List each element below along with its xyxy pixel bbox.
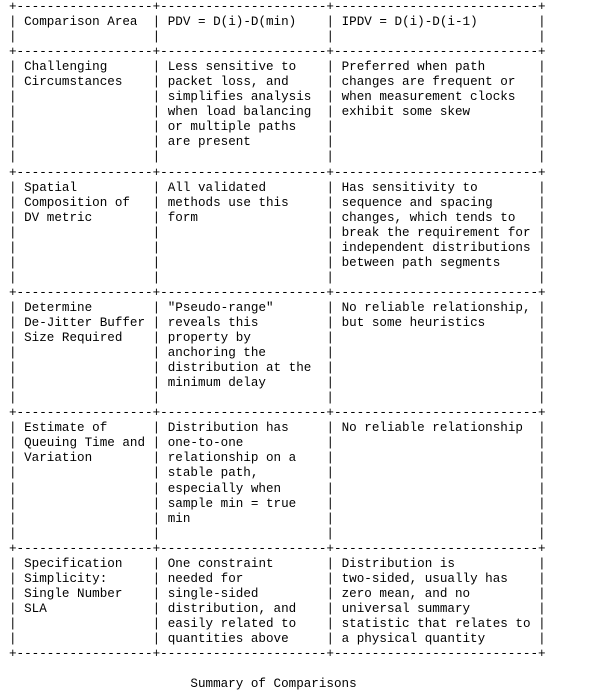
table-header-col2-line: PDV = D(i)-D(min) <box>167 15 297 30</box>
table-row-3-col2-line: distribution at the <box>167 361 312 376</box>
table-row-4-col1-line: Variation <box>24 451 93 466</box>
table-header-col3-line: IPDV = D(i)-D(i-1) <box>341 15 478 30</box>
table-row-5-col3-line: universal summary <box>341 601 471 616</box>
table-row-5-col2-line: single-sided <box>167 586 259 601</box>
table-row-5-col2-line: distribution, and <box>167 601 297 616</box>
table-row-5-col2-line: quantities above <box>167 631 289 646</box>
table-row-4-col2-line: stable path, <box>167 466 259 481</box>
table-row-2-col1-line: Spatial <box>24 180 78 195</box>
table-row-2-col2-line: methods use this <box>167 195 289 210</box>
table-row-4-col3-line: No reliable relationship <box>341 421 523 436</box>
table-caption: Summary of Comparisons <box>190 677 357 692</box>
table-row-4-col2-line: Distribution has <box>167 421 289 436</box>
table-row-1-col1-line: Circumstances <box>24 75 123 90</box>
table-header-separator: +------------------+----------------------+---------------------------+ <box>9 45 546 60</box>
table-row-5-col1-line: SLA <box>24 601 47 616</box>
table-row-1-col2-line: simplifies analysis <box>167 90 312 105</box>
table-row-2-col3-line: break the requirement for <box>341 225 531 240</box>
table-row-5-col2-line: One constraint <box>167 556 274 571</box>
table-row-1-col3-line: Preferred when path <box>341 60 486 75</box>
table-row-4-col1-line: Queuing Time and <box>24 436 146 451</box>
table-row-2-col3-line: sequence and spacing <box>341 195 493 210</box>
table-row-5-col3-line: two-sided, usually has <box>341 571 508 586</box>
table-row-3-col3-line: but some heuristics <box>341 315 486 330</box>
table-row-1-col3-line: when measurement clocks <box>341 90 516 105</box>
table-row-2-col3-line: independent distributions <box>341 240 531 255</box>
table-row-1-col2-line: Less sensitive to <box>167 60 297 75</box>
table-row-1-col2-line: when load balancing <box>167 105 312 120</box>
table-row-4-col2-line: one-to-one <box>167 436 244 451</box>
table-top-border: +------------------+----------------------+---------------------------+ <box>9 0 546 14</box>
table-row-5-col1-line: Specification <box>24 556 123 571</box>
table-header-col1-line: Comparison Area <box>24 15 138 30</box>
table-row-4-col2-line: sample min = true <box>167 496 297 511</box>
table-row-3-col3-line: No reliable relationship, <box>341 300 531 315</box>
table-row-5-col1-line: Simplicity: <box>24 571 108 586</box>
table-row-1-col3-line: changes are frequent or <box>341 75 516 90</box>
table-row-2-col3-line: changes, which tends to <box>341 210 516 225</box>
table-row-4-col1-line: Estimate of <box>24 421 108 436</box>
table-row-4-col2-line: relationship on a <box>167 451 297 466</box>
table-row-3-col2-line: minimum delay <box>167 376 266 391</box>
table-row-5-col3-line: Distribution is <box>341 556 455 571</box>
table-row-2-col2-line: form <box>167 210 198 225</box>
table-row-1-col3-line: exhibit some skew <box>341 105 471 120</box>
table-row-5-col3-line: zero mean, and no <box>341 586 471 601</box>
table-row-1-col1-line: Challenging <box>24 60 108 75</box>
table-row-4-col2-line: min <box>167 511 191 526</box>
table-row-separator: +------------------+----------------------+---------------------------+ <box>9 165 546 180</box>
table-row-2-col3-line: between path segments <box>341 255 501 270</box>
table-row-separator: +------------------+----------------------+---------------------------+ <box>9 406 546 421</box>
table-row-4-col2-line: especially when <box>167 481 282 496</box>
table-row-3-col2-line: reveals this <box>167 315 259 330</box>
table-row-5-col3-line: a physical quantity <box>341 631 486 646</box>
table-row-5-col2-line: easily related to <box>167 616 297 631</box>
table-row-1-col2-line: are present <box>167 135 251 150</box>
table-row-2-col1-line: Composition of <box>24 195 130 210</box>
table-row-2-col3-line: Has sensitivity to <box>341 180 478 195</box>
table-row-5-col2-line: needed for <box>167 571 244 586</box>
table-row-1-col2-line: packet loss, and <box>167 75 289 90</box>
comparison-table: +------------------+----------------------+---------------------------+ | Comparison Area | PDV = D(i)-D(min) | IPDV = D(i)-D(i-1) | | | | | +------------------+----------------------+---------------------------+ | Challenging | Less sensitive to | Preferred when path | | Circumstances | packet loss, and | changes are frequent or | | | simplifies analysis | when measurement clocks | | | when load balancing | exhibit some skew | | | or multiple paths | | | | are present | | | | | | +------------------+----------------------+---------------------------+ | Spatial | All validated | Has sensitivity to | | Composition of | methods use this | sequence and spacing | | DV metric | form | changes, which tends to | | | | break the requirement for | | | | independent distributions | | | | between path segments | | | | | +------------------+----------------------+---------------------------+ | Determine | "Pseudo-range" | No reliable relationship, | | De-Jitter Buffer | reveals this | but some heuristics | | Size Required | property by | | | | anchoring the | | | | distribution at the | | | | minimum delay | | | | | | +------------------+----------------------+---------------------------+ | Estimate of | Distribution has | No reliable relationship | | Queuing Time and | one-to-one | | | Variation | relationship on a | | | | stable path, | | | | especially when | | | | sample min = true | | | | min | | | | | | +------------------+----------------------+---------------------------+ | Specification | One constraint | Distribution is | | Simplicity: | needed for | two-sided, usually has | | Single Number | single-sided | zero mean, and no | | SLA | distribution, and | universal summary | | | easily related to | statistic that relates to | | | quantities above | a physical quantity | +------------------+----------------------+---------------------------+ Summary of Comparisons <box>9 0 546 692</box>
table-row-separator: +------------------+----------------------+---------------------------+ <box>9 285 546 300</box>
table-row-separator: +------------------+----------------------+---------------------------+ <box>9 541 546 556</box>
table-row-5-col1-line: Single Number <box>24 586 123 601</box>
table-row-3-col1-line: Determine <box>24 300 93 315</box>
table-row-2-col2-line: All validated <box>167 180 266 195</box>
table-row-3-col2-line: "Pseudo-range" <box>167 300 274 315</box>
table-row-3-col2-line: property by <box>167 331 251 346</box>
table-row-2-col1-line: DV metric <box>24 210 93 225</box>
table-row-3-col2-line: anchoring the <box>167 346 266 361</box>
table-bottom-border: +------------------+----------------------+---------------------------+ <box>9 647 546 662</box>
table-row-3-col1-line: De-Jitter Buffer <box>24 315 146 330</box>
table-row-5-col3-line: statistic that relates to <box>341 616 531 631</box>
table-row-1-col2-line: or multiple paths <box>167 120 297 135</box>
table-row-3-col1-line: Size Required <box>24 331 123 346</box>
